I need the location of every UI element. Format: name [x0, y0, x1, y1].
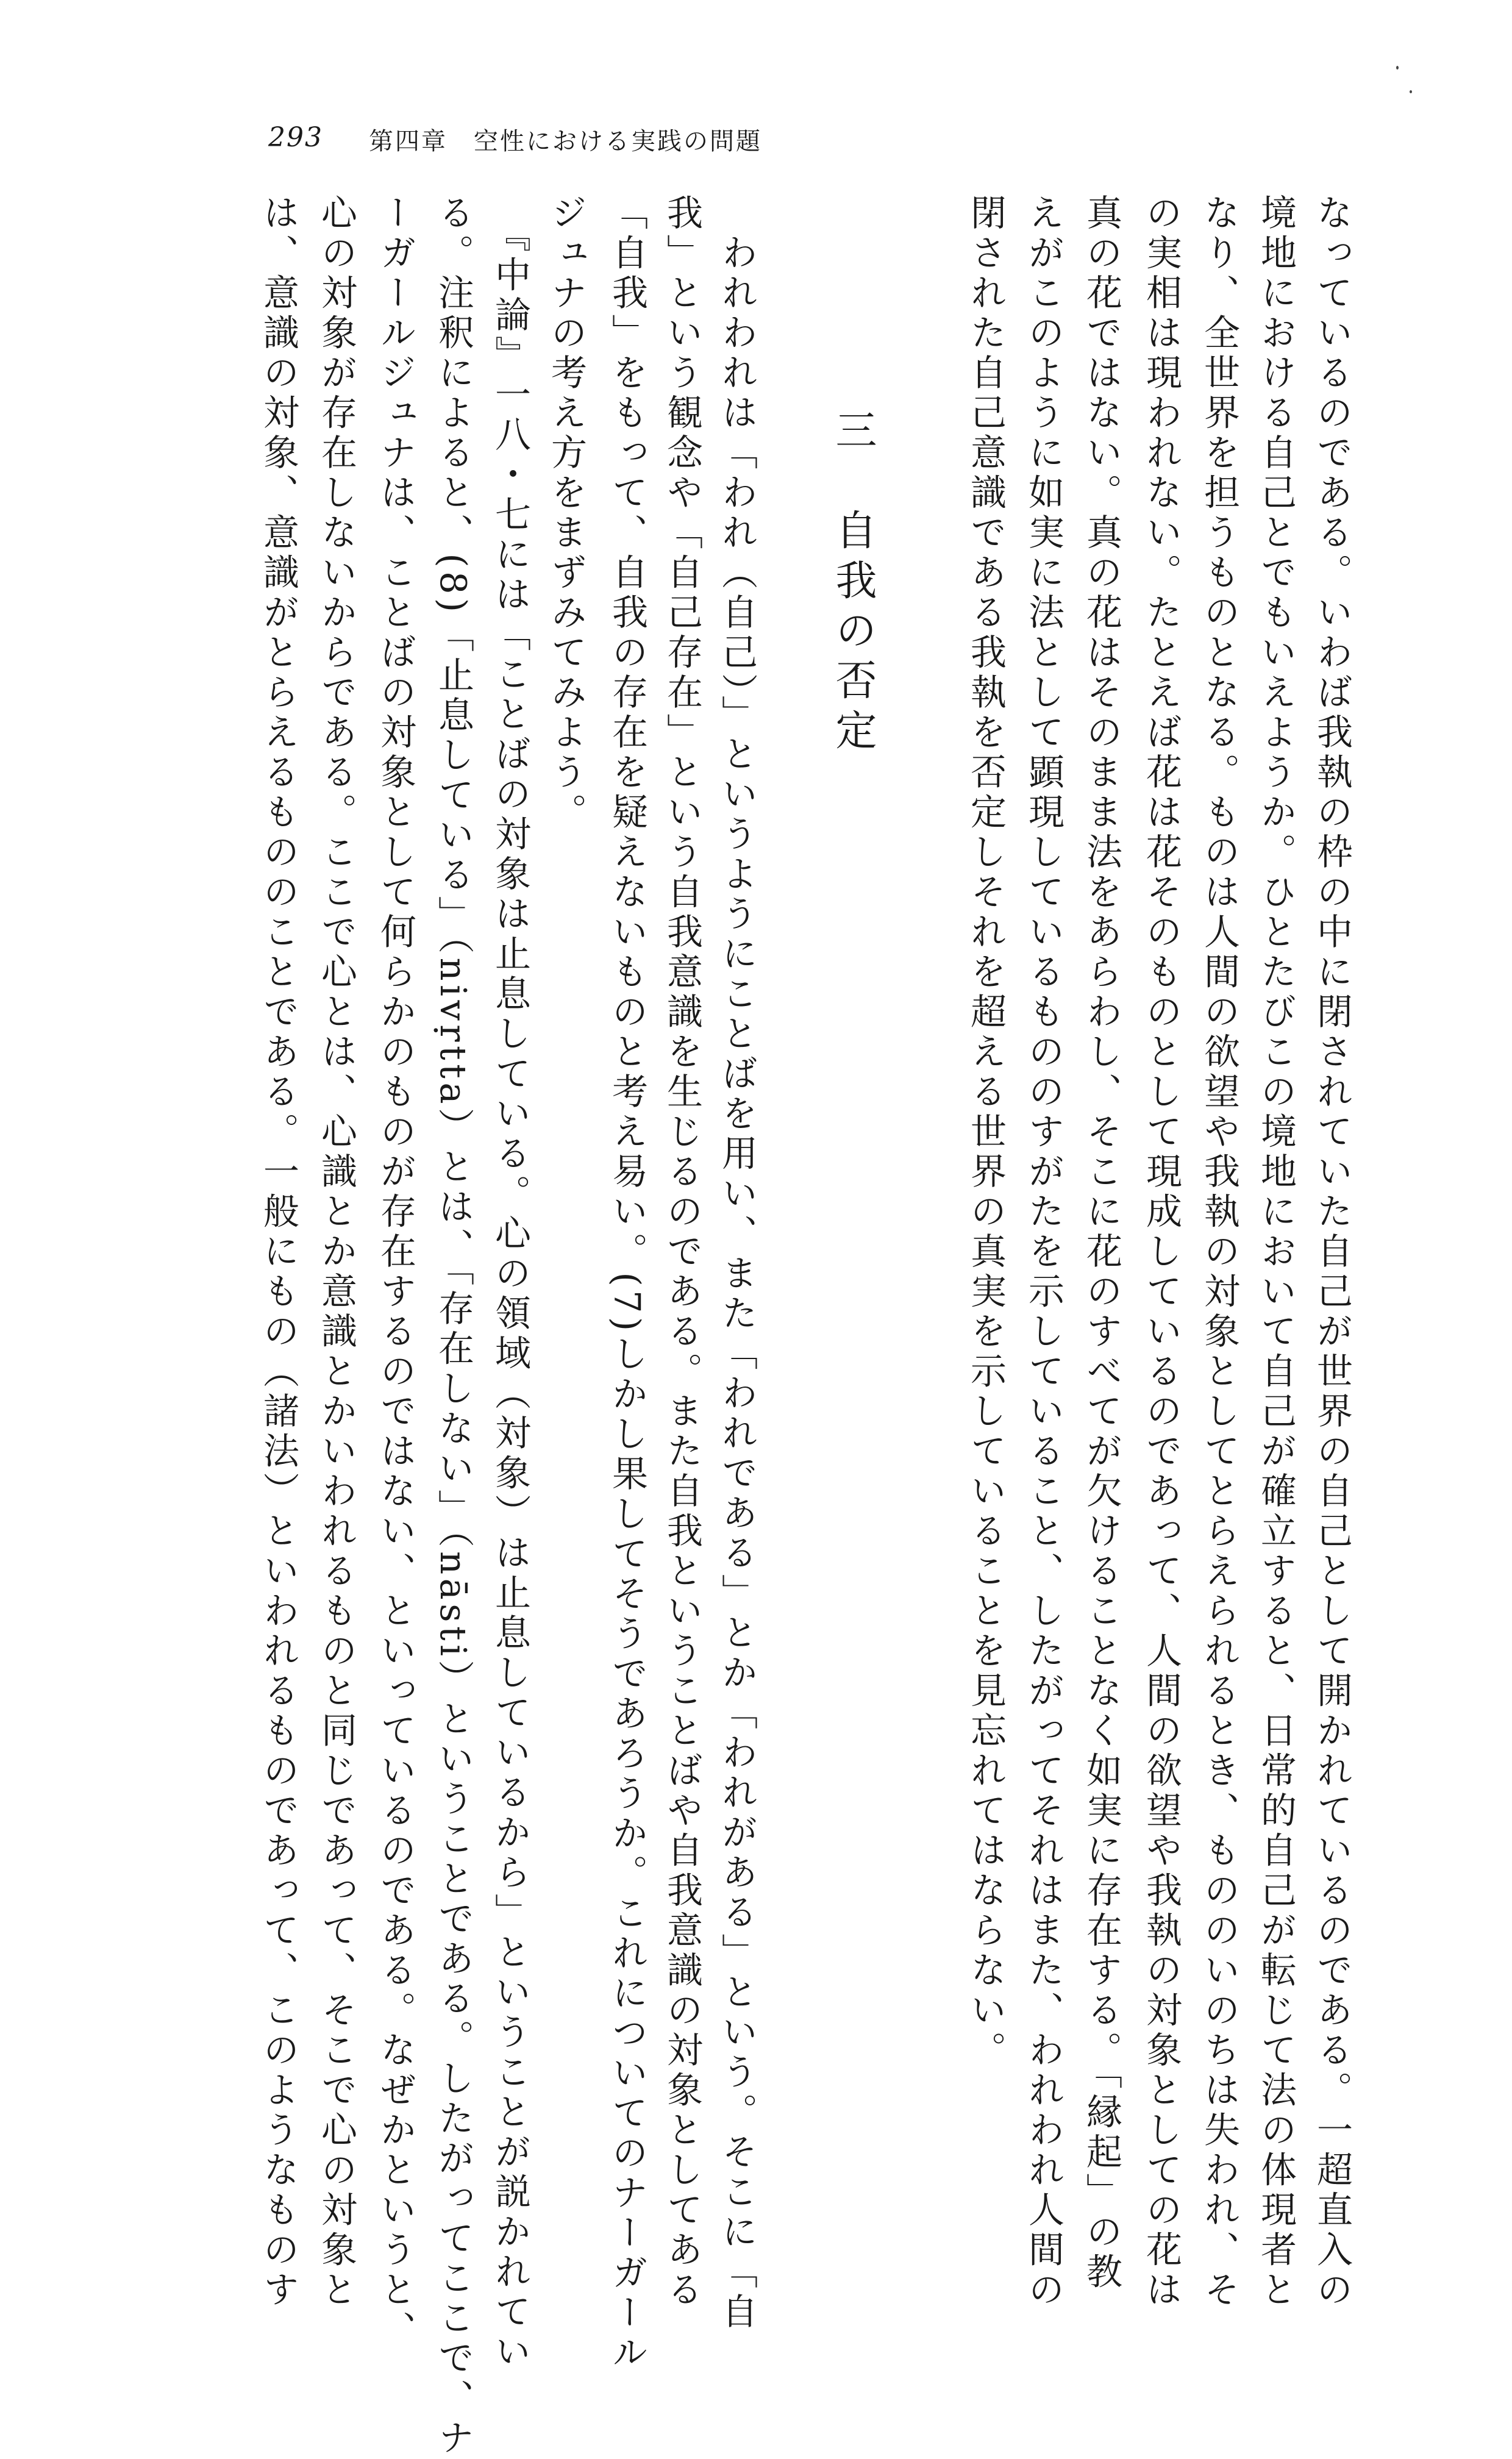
text-column: る。注釈によると、(8)「止息している」（nivṛtta）とは、「存在しない」（nāsti）ということである。したがってここで、ナ — [432, 194, 474, 2459]
text-column: 「自我」をもって、自我の存在を疑えないものと考え易い。(7)しかし果してそうであろうか。これについてのナーガール — [606, 194, 648, 2374]
scan-speck — [1410, 90, 1412, 93]
text-column: 閉された自己意識である我執を否定しそれを超える世界の真実を示していることを見忘れてはならない。 — [965, 194, 1007, 2071]
text-column: 『中論』一八・七には「ことばの対象は止息している。心の領域（対象）は止息しているから」ということが説かれてい — [489, 194, 531, 2372]
section-heading: 三 自我の否定 — [829, 409, 877, 758]
scan-speck — [1396, 66, 1399, 70]
text-column: ジュナの考え方をまずみてみよう。 — [545, 194, 587, 833]
page-number: 293 — [268, 122, 323, 153]
text-column: なっているのである。いわば我執の枠の中に閉されていた自己が世界の自己として開かれているのである。一超直入の — [1311, 194, 1353, 2311]
text-column: 心の対象が存在しないからである。ここで心とは、心識とか意識とかいわれるものと同じであって、そこで心の対象と — [315, 194, 357, 2311]
text-column: は、意識の対象、意識がとらえるもののことである。一般にもの（諸法）といわれるものであって、このようなものす — [257, 194, 299, 2311]
text-column: 我」という観念や「自己存在」という自我意識を生じるのである。また自我ということばや自我意識の対象としてある — [661, 194, 703, 2311]
text-column: えがこのように如実に法として顕現しているもののすがたを示していること、したがってそれはまた、われわれ人間の — [1022, 194, 1064, 2311]
text-column: 真の花ではない。真の花はそのまま法をあらわし、そこに花のすべてが欠けることなく如実に存在する。「縁起」の教 — [1080, 194, 1122, 2293]
text-column: なり、全世界を担うものとなる。ものは人間の欲望や我執の対象としてとらえられるとき、もののいのちは失われ、そ — [1198, 194, 1240, 2311]
text-column: ーガールジュナは、ことばの対象として何らかのものが存在するのではない、といっているのである。なぜかというと、 — [374, 194, 416, 2350]
chapter-title: 第四章 空性における実践の問題 — [369, 127, 762, 155]
text-column: の実相は現われない。たとえば花は花そのものとして現成しているのであって、人間の欲望や我執の対象としての花は — [1140, 194, 1182, 2311]
text-column: われわれは「われ（自己）」というようにことばを用い、また「われである」とか「われがある」という。そこに「自 — [716, 194, 758, 2333]
text-column: 境地における自己とでもいえようか。ひとたびこの境地において自己が確立すると、日常的自己が転じて法の体現者と — [1255, 194, 1297, 2311]
